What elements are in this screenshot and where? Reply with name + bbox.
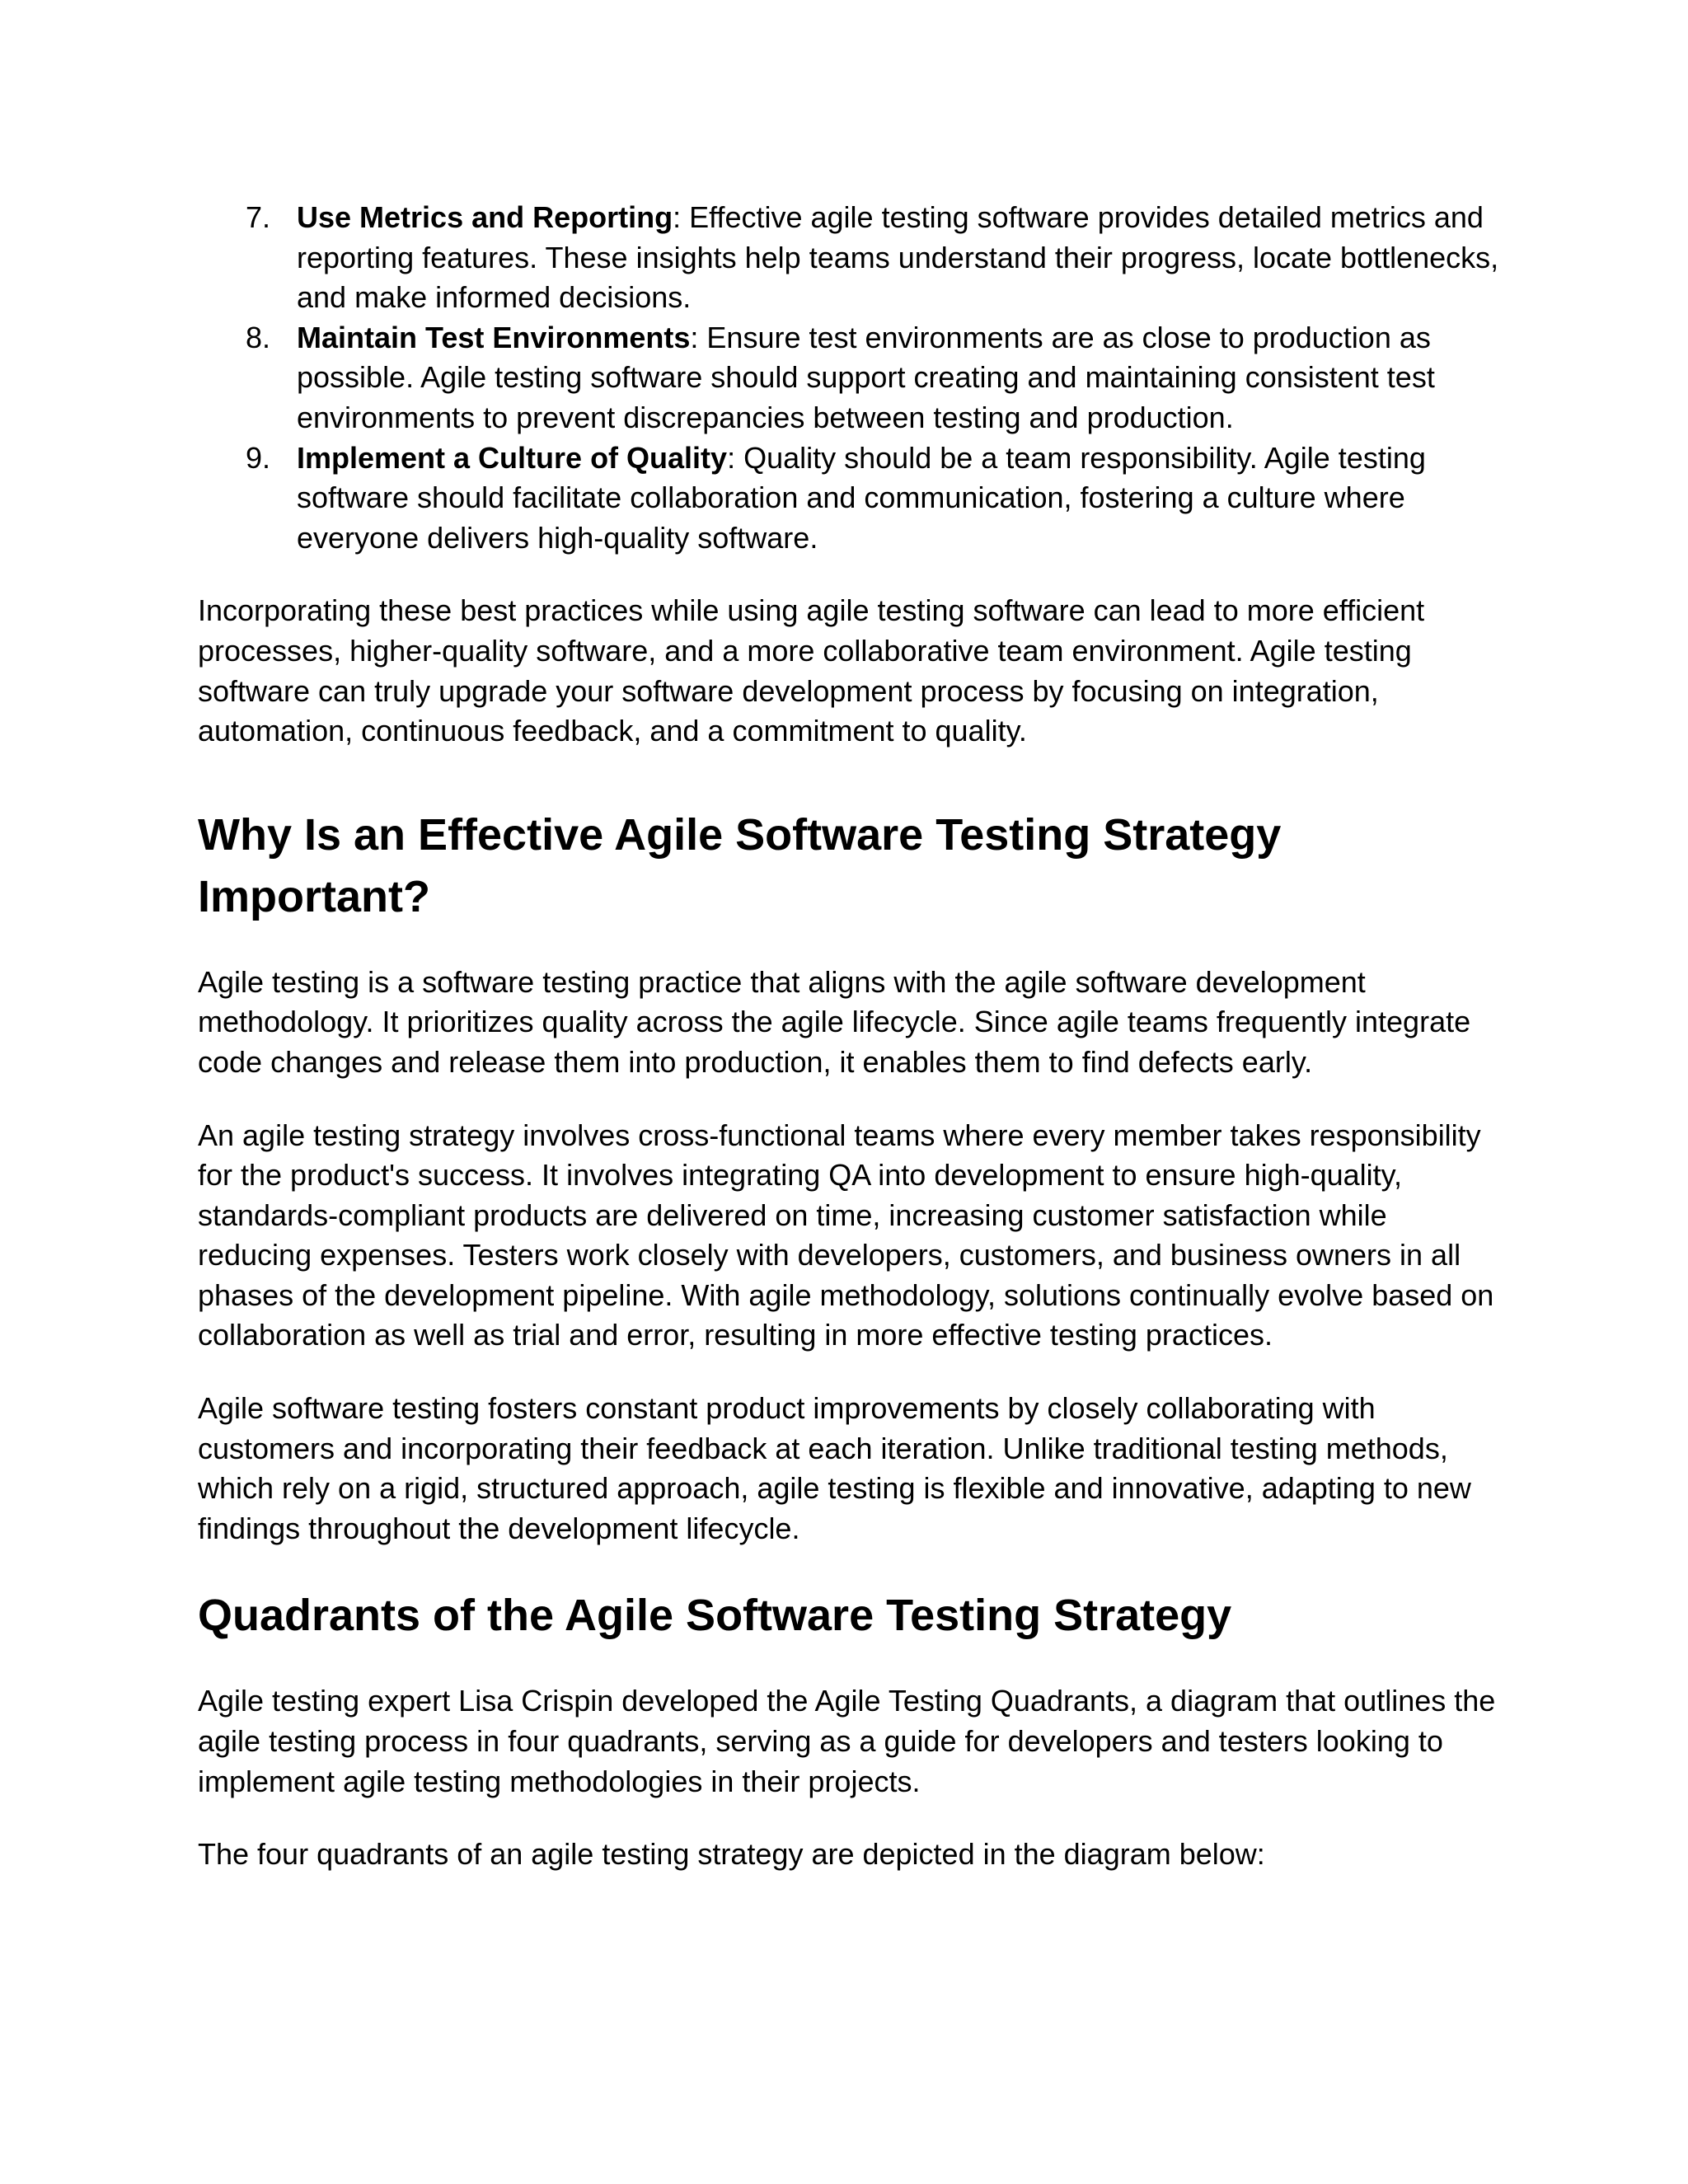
list-item-number: 8. (246, 320, 271, 354)
body-paragraph: Agile software testing fosters constant product improvements by closely collaborating with customers and incorporating their feedback at each iteration. Unlike traditional testing methods, which rely on a rigid, structured approach, agile testing is flexible and innovative, adapting to new findings throughout the development lifecycle. (198, 1391, 1471, 1545)
body-paragraph: The four quadrants of an agile testing strategy are depicted in the diagram below: (198, 1837, 1265, 1872)
list-item-term: Maintain Test Environments (297, 320, 691, 354)
list-item (198, 318, 1500, 438)
intro-paragraph: Incorporating these best practices while using agile testing software can lead to more efficient processes, higher-quality software, and a more collaborative team environment. Agile testing software can truly upgrade your software development process by focusing on integration, automation, continuous feedback, and a commitment to quality. (198, 593, 1425, 748)
list-item (198, 198, 1500, 318)
list-item-number: 7. (246, 200, 271, 234)
body-paragraph: An agile testing strategy involves cross-functional teams where every member takes responsibility for the product's success. It involves integrating QA into development to ensure high-quality, standards-compliant products are delivered on time, increasing customer satisfaction while reducing expenses. Testers work closely with developers, customers, and business owners in all phases of the development pipeline. With agile methodology, solutions continually evolve based on collaboration as well as trial and error, resulting in more effective testing practices. (198, 1118, 1494, 1352)
list-item-description: : Ensure test environments are as close to production as possible. Agile testing software should support creating and maintaining consistent test environments to prevent discrepancies between testing and production. (297, 320, 1435, 434)
section-heading-why-important: Why Is an Effective Agile Software Testing Strategy Important? (198, 809, 1282, 921)
best-practices-list (198, 198, 1500, 558)
list-item-number: 9. (246, 440, 271, 475)
list-item-description: : Quality should be a team responsibility. Agile testing software should facilitate collaboration and communication, fostering a culture where everyone delivers high-quality software. (297, 440, 1426, 555)
body-paragraph: Agile testing expert Lisa Crispin developed the Agile Testing Quadrants, a diagram that outlines the agile testing process in four quadrants, serving as a guide for developers and testers looking to implement agile testing methodologies in their projects. (198, 1684, 1496, 1798)
list-item-term: Use Metrics and Reporting (297, 200, 673, 234)
list-item-term: Implement a Culture of Quality (297, 440, 728, 475)
document-page (198, 198, 1500, 1908)
list-item-description: : Effective agile testing software provides detailed metrics and reporting features. These insights help teams understand their progress, locate bottlenecks, and make informed decisions. (297, 200, 1499, 315)
body-paragraph: Agile testing is a software testing practice that aligns with the agile software development methodology. It prioritizes quality across the agile lifecycle. Since agile teams frequently integrate code changes and release them into production, it enables them to find defects early. (198, 964, 1471, 1079)
list-item (198, 438, 1500, 559)
section-heading-quadrants: Quadrants of the Agile Software Testing Strategy (198, 1591, 1232, 1641)
